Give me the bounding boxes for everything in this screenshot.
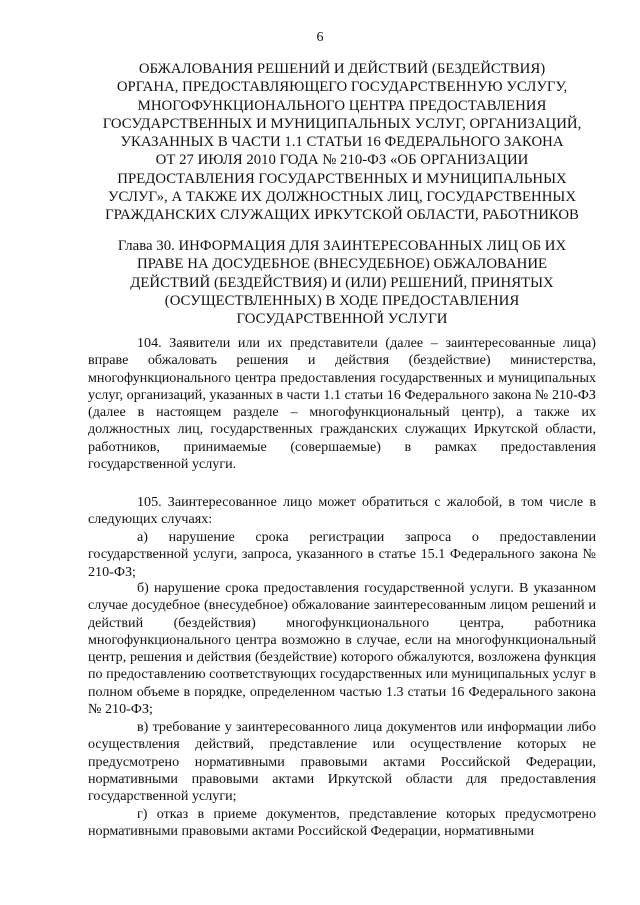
section-heading-line: МНОГОФУНКЦИОНАЛЬНОГО ЦЕНТРА ПРЕДОСТАВЛЕНИЯ xyxy=(137,97,547,114)
paragraph-text: а) нарушение срока регистрации запроса о предоставлении государственной услуги, запроса, указанного в статье 15.1 Федерального закона № 210-ФЗ; xyxy=(88,529,596,580)
paragraph-text: б) нарушение срока предоставления государственной услуги. В указанном случае досудебное (внесудебное) обжалование заинтересованным лицом решений и действий (бездействия) многофункционального центра, работника многофункционального центра возможно в случае, если на многофункциональный центр, решения и действия (бездействие) которого обжалуются, возложена функция по предоставлению соответствующих государственных или муниципальных услуг в полном объеме в порядке, определенном частью 1.3 статьи 16 Федерального закона № 210-ФЗ; xyxy=(88,580,596,718)
paragraph-text: в) требование у заинтересованного лица документов или информации либо осуществления действий, представление или осуществление которых не предусмотрено нормативными правовыми актами Российской Федерации, нормативными правовыми актами Иркутской области для предоставления государственной услуги; xyxy=(88,719,596,805)
section-heading-line: УКАЗАННЫХ В ЧАСТИ 1.1 СТАТЬИ 16 ФЕДЕРАЛЬНОГО ЗАКОНА xyxy=(120,134,564,151)
paragraph-text: г) отказ в приеме документов, представление которых предусмотрено нормативными правовыми актами Российской Федерации, нормативными xyxy=(88,806,596,840)
paragraph-104 xyxy=(88,335,596,473)
section-heading-line: ПРЕДОСТАВЛЕНИЯ ГОСУДАРСТВЕННЫХ И МУНИЦИПАЛЬНЫХ xyxy=(117,170,567,187)
chapter-heading-line: ГОСУДАРСТВЕННОЙ УСЛУГИ xyxy=(236,311,448,328)
section-heading-line: ОРГАНА, ПРЕДОСТАВЛЯЮЩЕГО ГОСУДАРСТВЕННУЮ УСЛУГУ, xyxy=(116,79,568,96)
section-heading-line: ГРАЖДАНСКИХ СЛУЖАЩИХ ИРКУТСКОЙ ОБЛАСТИ, РАБОТНИКОВ xyxy=(105,207,579,224)
paragraph-item-g xyxy=(88,806,596,841)
chapter-heading-line: ДЕЙСТВИЙ (БЕЗДЕЙСТВИЯ) И (ИЛИ) РЕШЕНИЙ, ПРИНЯТЫХ xyxy=(130,274,554,291)
section-heading xyxy=(88,60,596,225)
chapter-heading-line: ПРАВЕ НА ДОСУДЕБНОЕ (ВНЕСУДЕБНОЕ) ОБЖАЛОВАНИЕ xyxy=(136,256,548,273)
section-heading-line: УСЛУГ», А ТАКЖЕ ИХ ДОЛЖНОСТНЫХ ЛИЦ, ГОСУДАРСТВЕННЫХ xyxy=(107,189,577,206)
paragraph-item-v xyxy=(88,719,596,805)
section-heading-line: ОБЖАЛОВАНИЯ РЕШЕНИЙ И ДЕЙСТВИЙ (БЕЗДЕЙСТВИЯ) xyxy=(138,61,546,77)
paragraph-item-a xyxy=(88,529,596,581)
section-heading-line: ГОСУДАРСТВЕННЫХ И МУНИЦИПАЛЬНЫХ УСЛУГ, ОРГАНИЗАЦИЙ, xyxy=(102,115,582,132)
chapter-heading-line: Глава 30. ИНФОРМАЦИЯ ДЛЯ ЗАИНТЕРЕСОВАННЫХ ЛИЦ ОБ ИХ xyxy=(117,238,567,254)
section-heading-line: ОТ 27 ИЮЛЯ 2010 ГОДА № 210-ФЗ «ОБ ОРГАНИЗАЦИИ xyxy=(155,152,529,169)
paragraph-item-b xyxy=(88,580,596,718)
paragraph-text: 105. Заинтересованное лицо может обратиться с жалобой, в том числе в следующих случаях: xyxy=(88,494,596,528)
chapter-heading xyxy=(88,237,596,328)
paragraph-text: 104. Заявители или их представители (далее – заинтересованные лица) вправе обжаловать решения и действия (бездействие) министерства, многофункционального центра предоставления государственных и муниципальных услуг, организаций, указанных в части 1.1 статьи 16 Федерального закона № 210-ФЗ (далее в настоящем разделе – многофункциональный центр), а также их должностных лиц, государственных гражданских служащих Иркутской области, работников, принимаемые (совершаемые) в рамках предоставления государственной услуги. xyxy=(88,335,596,473)
paragraph-105 xyxy=(88,494,596,529)
chapter-heading-line: (ОСУЩЕСТВЛЕННЫХ) В ХОДЕ ПРЕДОСТАВЛЕНИЯ xyxy=(164,292,520,309)
page-number: 6 xyxy=(316,30,324,45)
